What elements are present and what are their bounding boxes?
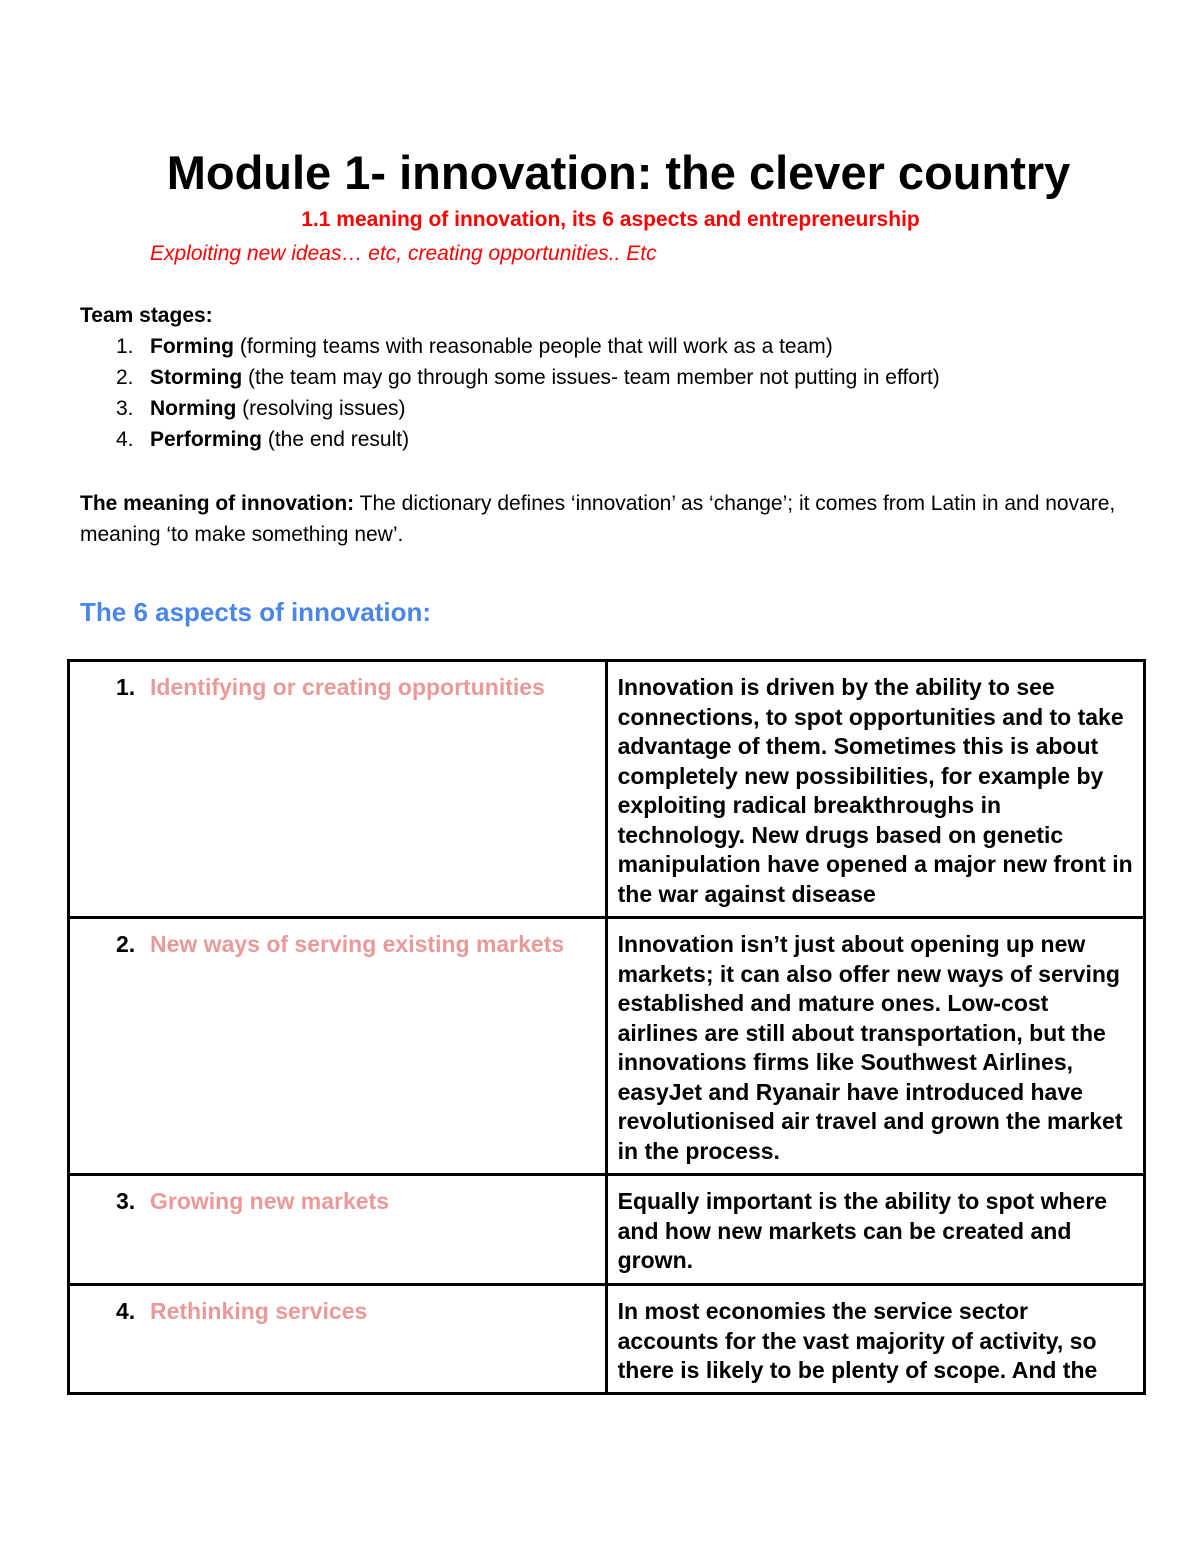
team-stages-list [80,333,940,457]
table-row [69,1175,1145,1285]
stage-description: (resolving issues) [236,397,406,420]
list-number: 4. [116,428,134,451]
page-title: Module 1- innovation: the clever country [166,146,1071,199]
stage-name: Forming [150,335,234,358]
aspect-label: Identifying or creating opportunities [150,674,545,700]
table-row [69,1285,1145,1394]
stage-name: Performing [150,428,263,451]
table-row [69,918,1145,1175]
aspect-number: 3. [116,1188,136,1214]
list-number: 2. [116,366,134,389]
aspect-description: Innovation is driven by the ability to see connections, to spot opportunities and to take advantage of them. Sometimes this is about completely new possibilities, for example by exploiting radical breakthroughs in technology. New drugs based on genetic manipulation have opened a major new front in the war against disease [606,661,1144,918]
aspect-label: Rethinking services [150,1298,368,1324]
aspect-label-cell [69,918,607,1175]
aspect-label: New ways of serving existing markets [150,931,565,957]
aspects-table [67,659,1146,1395]
stage-description: (the end result) [262,428,410,451]
list-number: 3. [116,397,134,420]
aspect-number: 1. [116,674,136,700]
aspect-description: In most economies the service sector accounts for the vast majority of activity, so there is likely to be plenty of scope. And the [606,1285,1144,1394]
subtitle-note: Exploiting new ideas… etc, creating opportunities.. Etc [150,242,657,265]
aspect-label-cell [69,661,607,918]
list-item [80,426,940,457]
stage-description: (the team may go through some issues- team member not putting in effort) [242,366,940,389]
section-subtitle: 1.1 meaning of innovation, its 6 aspects and entrepreneurship [301,208,920,231]
aspect-label-cell [69,1285,607,1394]
stage-description: (forming teams with reasonable people that will work as a team) [234,335,833,358]
meaning-label: The meaning of innovation: [80,492,355,515]
aspects-heading: The 6 aspects of innovation: [80,597,432,627]
stage-name: Norming [150,397,237,420]
list-item [80,333,940,364]
aspect-number: 4. [116,1298,136,1324]
table-row [69,661,1145,918]
aspect-label: Growing new markets [150,1188,390,1214]
stage-name: Storming [150,366,243,389]
list-number: 1. [116,335,134,358]
meaning-paragraph [80,488,1170,550]
meaning-text: The dictionary defines ‘innovation’ as ‘change’; it comes from Latin in and novare, meaning ‘to make something new’. [80,492,1116,546]
aspect-description: Equally important is the ability to spot where and how new markets can be created and grown. [606,1175,1144,1285]
team-stages-heading: Team stages: [80,304,213,327]
aspect-description: Innovation isn’t just about opening up new markets; it can also offer new ways of serving established and mature ones. Low-cost airlines are still about transportation, but the innovations firms like Southwest Airlines, easyJet and Ryanair have introduced have revolutionised air travel and grown the market in the process. [606,918,1144,1175]
list-item [80,364,940,395]
aspect-number: 2. [116,931,136,957]
list-item [80,395,940,426]
aspect-label-cell [69,1175,607,1285]
